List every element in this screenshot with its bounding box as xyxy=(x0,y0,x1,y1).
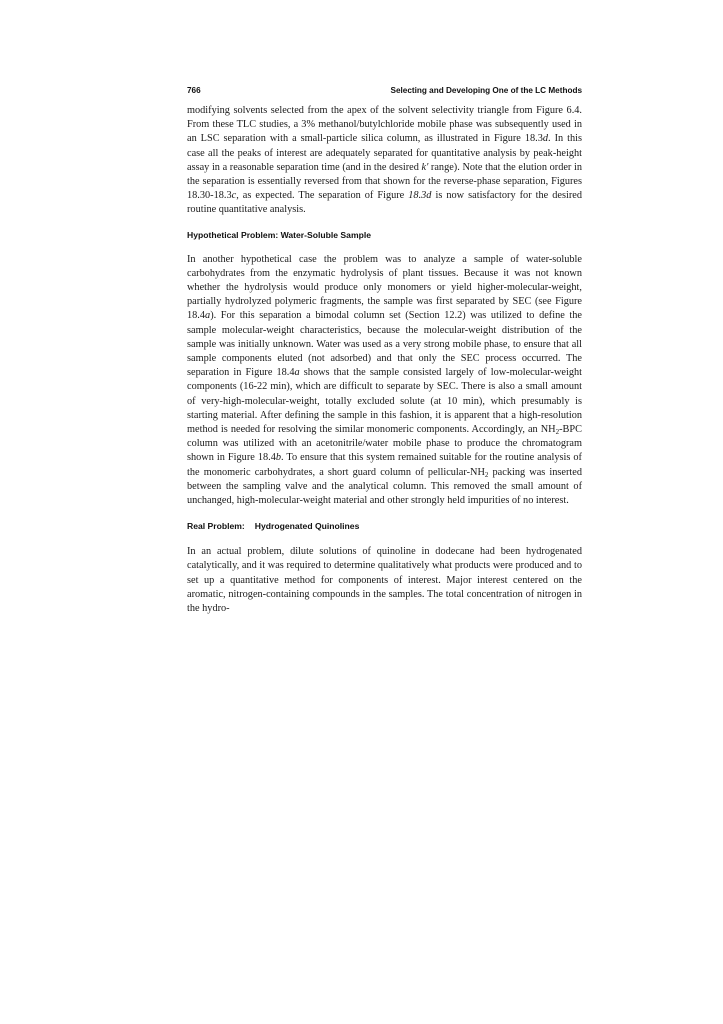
paragraph-quinolines: In an actual problem, dilute solutions of quinoline in dodecane had been hydrogenated catalytically, and it was required to determine qualitatively what products were produced and to set up a quantitative method for components of interest. Major interest centered on the aromatic, nitrogen-containing compounds in the samples. The total concentration of nitrogen in the hydro- xyxy=(187,546,582,615)
section-heading-water-soluble: Hypothetical Problem: Water-Soluble Sample xyxy=(187,229,372,240)
running-header xyxy=(187,86,582,98)
paragraph-water-soluble: In another hypothetical case the problem was to analyze a sample of water-soluble carbohydrates from the enzymatic hydrolysis of plant tissues. Because it was not known whether the hydrolysis would produce only monomers or yield higher-molecular-weight, partially hydrolyzed polymeric fragments, the sample was first separated by SEC (see Figure 18.4a). For this separation a bimodal column set (Section 12.2) was utilized to define the sample molecular-weight characteristics, because the molecular-weight distribution of the sample was initially unknown. Water was used as a very strong mobile phase, to ensure that all sample components eluted (not adsorbed) and that only the SEC process occurred. The separation in Figure 18.4a shows that the sample consisted largely of low-molecular-weight components (16-22 min), which are difficult to separate by SEC. There is also a small amount of very-high-molecular-weight, totally excluded solute (at 10 min), which presumably is starting material. After defining the sample in this fashion, it is apparent that a high-resolution method is needed for resolving the similar monomeric components. Accordingly, an $NH_2$-BPC column was utilized with an acetonitrile/water mobile phase to produce the chromatogram shown in Figure 18.4b. To ensure that this system remained suitable for the routine analysis of the monomeric carbohydrates, a short guard column of pellicular-$NH_2$ packing was inserted between the sampling valve and the analytical column. This removed the small amount of unchanged, high-molecular-weight material and other strongly held impurities of no interest. xyxy=(187,253,583,507)
book-page xyxy=(187,86,582,616)
heading-label: Real Problem: xyxy=(187,521,245,532)
heading-title: Hydrogenated Quinolines xyxy=(254,521,360,532)
running-title: Selecting and Developing One of the LC Methods xyxy=(390,86,582,95)
paragraph-tlc-continuation: modifying solvents selected from the apex of the solvent selectivity triangle from Figure 6.4. From these TLC studies, a 3% methanol/butylchloride mobile phase was subsequently used in an LSC separation with a small-particle silica column, as illustrated in Figure 18.3d. In this case all the peaks of interest are adequately separated for quantitative analysis by peak-height assay in a reasonable separation time (and in the desired k' range). Note that the elution order in the separation is essentially reversed from that shown for the reverse-phase separation, Figures 18.30-18.3c, as expected. The separation of Figure 18.3d is now satisfactory for the desired routine quantitative analysis. xyxy=(187,105,582,216)
section-heading-real-problem xyxy=(187,521,582,531)
page-number: 766 xyxy=(187,86,201,95)
